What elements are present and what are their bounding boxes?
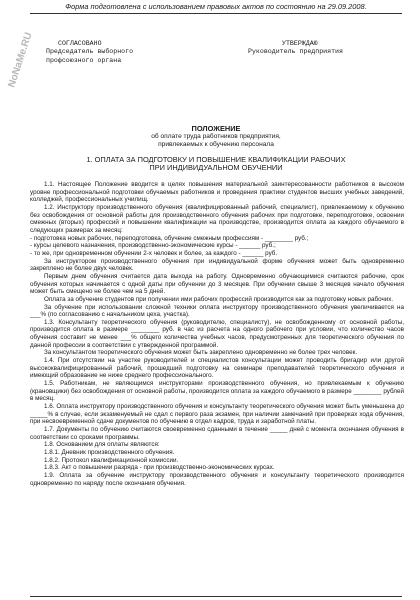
paragraph: 1.1. Настоящее Положение вводится в целях повышения материальной заинтересованности работников в высоком уровне профессиональной подготовки обучаемых работников и проведения практики студентов высших учебных заведений, колледжей, профессиональных училищ.: [30, 181, 404, 204]
approval-left-heading: СОГЛАСОВАНО: [58, 40, 102, 47]
document-title: ПОЛОЖЕНИЕ: [191, 124, 241, 133]
paragraph: 1.8.2. Протокол квалификационной комиссии.: [44, 456, 179, 464]
paragraph: 1.5. Работникам, не являющимся инструкторами производственного обучения, но привлекаемым к обучению (крановщики) без освобождения от основной работы, производится оплата за каждого обучаемого в размере ________ рублей в месяц.: [30, 380, 404, 403]
paragraph: 1.8.3. Акт о повышении разряда - при производственно-экономических курсах.: [44, 464, 275, 472]
approval-right-heading: УТВЕРЖДАЮ: [282, 40, 318, 47]
document-body: [30, 181, 404, 487]
paragraph: 1.4. При отсутствии на участке руководителей и специалистов консультации может проводить бригадир или другой высококвалифицированный рабочий, прошедший подготовку на семинаре преподавателей теоретического обучения и имеющий образование не ниже среднего профессионального.: [30, 357, 404, 380]
paragraph: 1.7. Документы по обучению считаются своевременно сданными в течение _____ дней с момента окончания обучения в соответствии со сроками программы.: [30, 426, 404, 441]
form-note: Форма подготовлена с использованием правовых актов по состоянию на 29.09.2008.: [65, 2, 367, 11]
paragraph: 1.2. Инструктору производственного обучения (квалифицированный рабочий, специалист), привлекаемому к обучению без освобождения от основной работы для производственного обучения рабочих при подготовке, переподготовке, освоении смежных (вторых) профессий и повышении квалификации на производстве, производится оплата за каждого обучаемого в следующих размерах за месяц:: [30, 203, 404, 234]
paragraph: 1.9. Оплата за обучение инструктору производственного обучения и консультанту теоретического производится одновременно по наряду после окончания обучения.: [30, 471, 404, 487]
footer-rule: [30, 596, 402, 597]
list-item: - подготовка новых рабочих, переподготовка, обучение смежным профессиям - ________ руб.;: [30, 234, 309, 242]
approval-block-right: [248, 40, 343, 57]
approval-left-line: Председатель выборного: [46, 48, 134, 56]
approval-right-line: Руководитель предприятия: [248, 48, 343, 56]
paragraph: Первым днем обучения считается дата выхода на работу. Одновременно обучающимися считаются рабочие, срок обучения которых начинается с одной даты при обучении до 3 месяцев. При обучении свыше 3 месяцев начало обучения может быть смещено не более чем на 5 дней.: [30, 272, 404, 296]
section-heading: ПРИ ИНДИВИДУАЛЬНОМ ОБУЧЕНИИ: [149, 163, 283, 172]
paragraph: 1.8. Основанием для оплаты являются:: [44, 441, 160, 449]
watermark-text: NoNaMe.RU: [6, 31, 35, 89]
document-subtitle: привлекаемых к обучению персонала: [158, 141, 274, 148]
paragraph: За консультантом теоретического обучения может быть закреплено одновременно не более трех человек.: [44, 349, 358, 357]
paragraph: 1.3. Консультанту теоретического обучения (руководителю, специалисту), не освобожденному от основной работы, производится оплата в размере ________ руб. в час из расчета на одного рабочего при условии, что количество часов обучения составит не менее ___% общего количества учебных часов, предусмотренных для теоретического обучения по данной профессии в соответствии с утвержденной программой.: [30, 318, 404, 349]
watermark: [0, 0, 36, 96]
approval-left-line: профсоюзного органа: [46, 56, 122, 64]
list-item: - то же, при одновременном обучении 2-х человек и более, за каждого - ______ руб.: [30, 249, 278, 257]
paragraph: Оплата за обучение студентов при получении ими рабочих профессий производится как за подготовку новых рабочих.: [44, 295, 394, 303]
paragraph: За обучение при использовании сложной техники оплата инструктору производственного обучения увеличивается на ___% (по согласованию с начальником цеха, участка).: [30, 303, 404, 319]
paragraph: За инструктором производственного обучения при индивидуальной форме обучения может быть одновременно закреплено не более двух человек.: [30, 257, 404, 273]
paragraph: 1.6. Оплата инструктору производственного обучения и консультанту теоретического обучения может быть уменьшена до _____% в случае, если экзаменуемый не сдал с первого раза экзамен, при наличии замечаний при проверках хода обучения, при несвоевременной сдаче документов по обучению в отдел кадров, труда и заработной платы.: [30, 403, 404, 426]
section-heading: 1. ОПЛАТА ЗА ПОДГОТОВКУ И ПОВЫШЕНИЕ КВАЛИФИКАЦИИ РАБОЧИХ: [86, 155, 346, 164]
document-subtitle: об оплате труда работников предприятия,: [151, 133, 281, 140]
paragraph: 1.8.1. Дневник производственного обучения.: [44, 448, 175, 456]
approval-block-left: [46, 40, 133, 65]
header-rule: [30, 13, 402, 14]
list-item: - курсы целевого назначения, производственно-экономические курсы - ______ руб.;: [30, 242, 276, 250]
